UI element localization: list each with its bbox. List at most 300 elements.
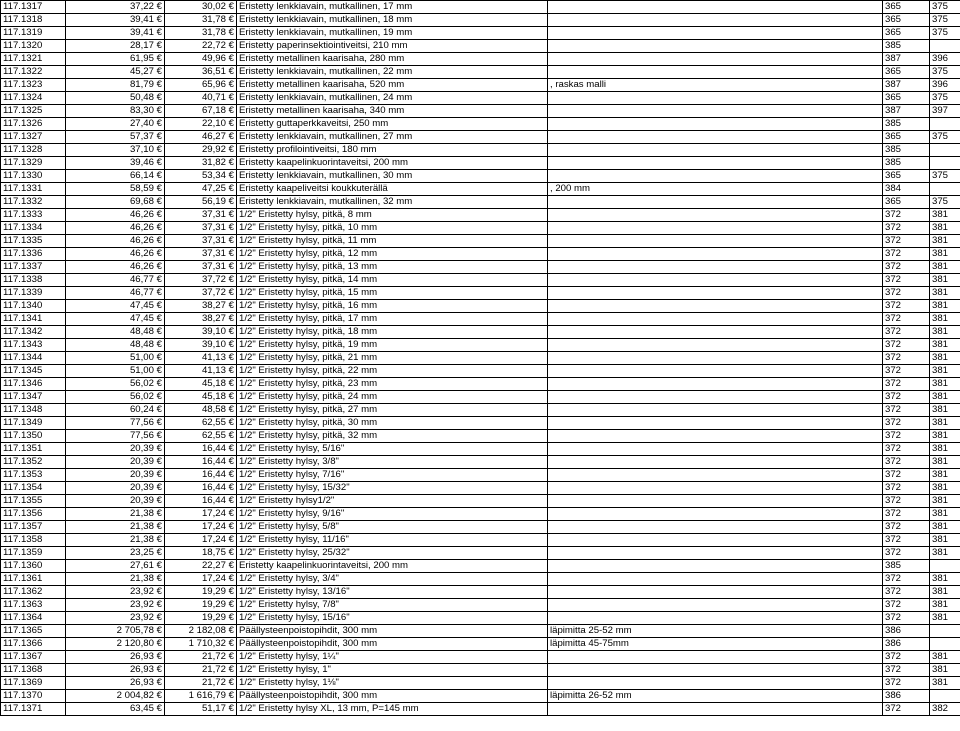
net-price-cell	[165, 521, 237, 534]
description-extra-cell	[548, 573, 883, 586]
subgroup-code-cell: 381	[930, 300, 960, 313]
description-cell: 1/2" Eristetty hylsy, pitkä, 14 mm	[237, 274, 548, 287]
table-row	[1, 365, 960, 378]
net-price-value: 39,10	[201, 339, 226, 350]
description-cell: 1/2" Eristetty hylsy, 3/4"	[237, 573, 548, 586]
subgroup-code-cell: 375	[930, 66, 960, 79]
product-code-cell: 117.1340	[1, 300, 66, 313]
net-price-value: 37,72	[201, 287, 226, 298]
currency-symbol: €	[228, 79, 234, 90]
currency-symbol: €	[156, 417, 162, 428]
description-extra-cell	[548, 313, 883, 326]
net-price-cell	[165, 417, 237, 430]
table-row	[1, 404, 960, 417]
product-code-cell: 117.1347	[1, 391, 66, 404]
subgroup-code-cell	[930, 625, 960, 638]
table-row	[1, 14, 960, 27]
net-price-value: 1 710,32	[188, 638, 226, 649]
currency-symbol: €	[228, 560, 234, 571]
list-price-cell	[66, 326, 165, 339]
description-extra-cell	[548, 586, 883, 599]
description-extra-cell	[548, 235, 883, 248]
description-extra-cell	[548, 131, 883, 144]
currency-symbol: €	[228, 248, 234, 259]
table-row	[1, 508, 960, 521]
description-cell: Eristetty metallinen kaarisaha, 340 mm	[237, 105, 548, 118]
currency-symbol: €	[156, 495, 162, 506]
currency-symbol: €	[228, 599, 234, 610]
list-price-cell	[66, 183, 165, 196]
description-cell: 1/2" Eristetty hylsy, 1⅛"	[237, 677, 548, 690]
product-code-cell: 117.1360	[1, 560, 66, 573]
list-price-cell	[66, 365, 165, 378]
currency-symbol: €	[228, 40, 234, 51]
subgroup-code-cell: 375	[930, 131, 960, 144]
subgroup-code-cell: 381	[930, 326, 960, 339]
currency-symbol: €	[156, 573, 162, 584]
net-price-value: 21,72	[201, 651, 226, 662]
currency-symbol: €	[228, 456, 234, 467]
description-cell: 1/2" Eristetty hylsy, 7/16"	[237, 469, 548, 482]
description-cell: 1/2" Eristetty hylsy, pitkä, 10 mm	[237, 222, 548, 235]
description-cell: 1/2" Eristetty hylsy, pitkä, 16 mm	[237, 300, 548, 313]
description-cell: 1/2" Eristetty hylsy, 1¼"	[237, 651, 548, 664]
group-code-cell: 372	[883, 248, 930, 261]
list-price-value: 51,00	[129, 365, 154, 376]
list-price-cell	[66, 144, 165, 157]
table-row	[1, 560, 960, 573]
description-extra-cell	[548, 40, 883, 53]
list-price-cell	[66, 248, 165, 261]
description-cell: Eristetty kaapeliveitsi koukkuterällä	[237, 183, 548, 196]
currency-symbol: €	[228, 157, 234, 168]
list-price-value: 20,39	[129, 443, 154, 454]
currency-symbol: €	[228, 92, 234, 103]
table-row	[1, 703, 960, 716]
list-price-cell	[66, 508, 165, 521]
list-price-cell	[66, 573, 165, 586]
list-price-value: 63,45	[129, 703, 154, 714]
product-code-cell: 117.1329	[1, 157, 66, 170]
product-code-cell: 117.1369	[1, 677, 66, 690]
currency-symbol: €	[156, 703, 162, 714]
net-price-cell	[165, 222, 237, 235]
list-price-value: 21,38	[129, 573, 154, 584]
product-code-cell: 117.1367	[1, 651, 66, 664]
net-price-value: 17,24	[201, 521, 226, 532]
list-price-value: 2 004,82	[116, 690, 154, 701]
product-code-cell: 117.1355	[1, 495, 66, 508]
description-cell: 1/2" Eristetty hylsy, 5/8"	[237, 521, 548, 534]
product-code-cell: 117.1332	[1, 196, 66, 209]
list-price-cell	[66, 378, 165, 391]
description-cell: Päällysteenpoistopihdit, 300 mm	[237, 690, 548, 703]
group-code-cell: 372	[883, 378, 930, 391]
description-cell: Eristetty kaapelinkuorintaveitsi, 200 mm	[237, 560, 548, 573]
currency-symbol: €	[156, 287, 162, 298]
list-price-value: 47,45	[129, 313, 154, 324]
list-price-cell	[66, 40, 165, 53]
table-row	[1, 690, 960, 703]
currency-symbol: €	[156, 248, 162, 259]
group-code-cell: 385	[883, 144, 930, 157]
description-extra-cell	[548, 66, 883, 79]
group-code-cell: 372	[883, 664, 930, 677]
list-price-value: 48,48	[129, 326, 154, 337]
net-price-value: 67,18	[201, 105, 226, 116]
currency-symbol: €	[156, 612, 162, 623]
description-extra-cell: läpimitta 26-52 mm	[548, 690, 883, 703]
net-price-value: 65,96	[201, 79, 226, 90]
table-row	[1, 521, 960, 534]
net-price-cell	[165, 482, 237, 495]
table-row	[1, 664, 960, 677]
group-code-cell: 372	[883, 443, 930, 456]
currency-symbol: €	[228, 482, 234, 493]
currency-symbol: €	[156, 365, 162, 376]
description-extra-cell	[548, 521, 883, 534]
product-code-cell: 117.1356	[1, 508, 66, 521]
net-price-cell	[165, 326, 237, 339]
list-price-cell	[66, 157, 165, 170]
subgroup-code-cell	[930, 40, 960, 53]
group-code-cell: 372	[883, 365, 930, 378]
currency-symbol: €	[228, 508, 234, 519]
description-extra-cell	[548, 92, 883, 105]
product-code-cell: 117.1364	[1, 612, 66, 625]
table-row	[1, 222, 960, 235]
product-code-cell: 117.1370	[1, 690, 66, 703]
product-code-cell: 117.1361	[1, 573, 66, 586]
group-code-cell: 372	[883, 209, 930, 222]
table-row	[1, 144, 960, 157]
list-price-value: 81,79	[129, 79, 154, 90]
subgroup-code-cell: 381	[930, 365, 960, 378]
description-cell: 1/2" Eristetty hylsy, pitkä, 18 mm	[237, 326, 548, 339]
currency-symbol: €	[156, 443, 162, 454]
subgroup-code-cell: 382	[930, 703, 960, 716]
description-cell: Eristetty lenkkiavain, mutkallinen, 22 mm	[237, 66, 548, 79]
subgroup-code-cell: 381	[930, 521, 960, 534]
description-cell: 1/2" Eristetty hylsy, 7/8"	[237, 599, 548, 612]
table-row	[1, 118, 960, 131]
description-cell: 1/2" Eristetty hylsy, pitkä, 17 mm	[237, 313, 548, 326]
net-price-cell	[165, 53, 237, 66]
description-cell: 1/2" Eristetty hylsy, pitkä, 12 mm	[237, 248, 548, 261]
description-cell: Eristetty lenkkiavain, mutkallinen, 19 mm	[237, 27, 548, 40]
subgroup-code-cell: 381	[930, 573, 960, 586]
list-price-cell	[66, 339, 165, 352]
net-price-cell	[165, 183, 237, 196]
description-cell: 1/2" Eristetty hylsy, 5/16"	[237, 443, 548, 456]
description-extra-cell	[548, 53, 883, 66]
description-extra-cell: , 200 mm	[548, 183, 883, 196]
net-price-cell	[165, 586, 237, 599]
table-row	[1, 651, 960, 664]
subgroup-code-cell: 381	[930, 313, 960, 326]
net-price-cell	[165, 235, 237, 248]
description-cell: Eristetty lenkkiavain, mutkallinen, 32 mm	[237, 196, 548, 209]
subgroup-code-cell: 381	[930, 469, 960, 482]
currency-symbol: €	[156, 378, 162, 389]
currency-symbol: €	[156, 352, 162, 363]
description-extra-cell	[548, 404, 883, 417]
subgroup-code-cell: 381	[930, 547, 960, 560]
currency-symbol: €	[228, 53, 234, 64]
net-price-value: 29,92	[201, 144, 226, 155]
list-price-cell	[66, 560, 165, 573]
list-price-value: 26,93	[129, 664, 154, 675]
group-code-cell: 372	[883, 287, 930, 300]
description-extra-cell: , raskas malli	[548, 79, 883, 92]
description-extra-cell	[548, 560, 883, 573]
list-price-cell	[66, 703, 165, 716]
list-price-cell	[66, 105, 165, 118]
net-price-cell	[165, 105, 237, 118]
currency-symbol: €	[156, 261, 162, 272]
description-extra-cell	[548, 378, 883, 391]
currency-symbol: €	[156, 144, 162, 155]
product-code-cell: 117.1333	[1, 209, 66, 222]
list-price-cell	[66, 287, 165, 300]
description-cell: Päällysteenpoistopihdit, 300 mm	[237, 638, 548, 651]
group-code-cell: 372	[883, 599, 930, 612]
description-cell: Eristetty lenkkiavain, mutkallinen, 18 mm	[237, 14, 548, 27]
currency-symbol: €	[228, 651, 234, 662]
net-price-value: 53,34	[201, 170, 226, 181]
table-row	[1, 40, 960, 53]
net-price-cell	[165, 196, 237, 209]
table-row	[1, 157, 960, 170]
product-code-cell: 117.1359	[1, 547, 66, 560]
description-extra-cell	[548, 118, 883, 131]
subgroup-code-cell: 381	[930, 339, 960, 352]
description-cell: Eristetty kaapelinkuorintaveitsi, 200 mm	[237, 157, 548, 170]
product-code-cell: 117.1348	[1, 404, 66, 417]
product-code-cell: 117.1345	[1, 365, 66, 378]
net-price-value: 31,82	[201, 157, 226, 168]
net-price-value: 22,72	[201, 40, 226, 51]
subgroup-code-cell: 381	[930, 261, 960, 274]
net-price-value: 48,58	[201, 404, 226, 415]
subgroup-code-cell: 375	[930, 170, 960, 183]
net-price-value: 40,71	[201, 92, 226, 103]
list-price-value: 56,02	[129, 378, 154, 389]
list-price-value: 46,26	[129, 248, 154, 259]
product-code-cell: 117.1322	[1, 66, 66, 79]
subgroup-code-cell	[930, 560, 960, 573]
table-row	[1, 183, 960, 196]
description-cell: 1/2" Eristetty hylsy, pitkä, 27 mm	[237, 404, 548, 417]
table-row	[1, 547, 960, 560]
list-price-value: 37,22	[129, 1, 154, 12]
description-cell: Eristetty metallinen kaarisaha, 520 mm	[237, 79, 548, 92]
currency-symbol: €	[228, 612, 234, 623]
net-price-value: 2 182,08	[188, 625, 226, 636]
currency-symbol: €	[228, 183, 234, 194]
net-price-cell	[165, 339, 237, 352]
group-code-cell: 372	[883, 703, 930, 716]
description-extra-cell	[548, 495, 883, 508]
list-price-cell	[66, 222, 165, 235]
subgroup-code-cell: 381	[930, 417, 960, 430]
currency-symbol: €	[228, 261, 234, 272]
net-price-value: 62,55	[201, 417, 226, 428]
currency-symbol: €	[156, 482, 162, 493]
list-price-cell	[66, 391, 165, 404]
net-price-cell	[165, 560, 237, 573]
description-extra-cell	[548, 703, 883, 716]
currency-symbol: €	[156, 560, 162, 571]
description-extra-cell: läpimitta 45-75mm	[548, 638, 883, 651]
product-code-cell: 117.1342	[1, 326, 66, 339]
list-price-value: 20,39	[129, 482, 154, 493]
net-price-value: 22,10	[201, 118, 226, 129]
description-extra-cell	[548, 196, 883, 209]
description-extra-cell	[548, 27, 883, 40]
description-extra-cell	[548, 612, 883, 625]
table-row	[1, 495, 960, 508]
subgroup-code-cell: 375	[930, 92, 960, 105]
net-price-value: 21,72	[201, 677, 226, 688]
net-price-cell	[165, 469, 237, 482]
table-row	[1, 482, 960, 495]
net-price-value: 41,13	[201, 352, 226, 363]
list-price-cell	[66, 1, 165, 14]
net-price-cell	[165, 664, 237, 677]
net-price-cell	[165, 92, 237, 105]
group-code-cell: 386	[883, 690, 930, 703]
net-price-cell	[165, 456, 237, 469]
group-code-cell: 385	[883, 40, 930, 53]
description-cell: 1/2" Eristetty hylsy1/2"	[237, 495, 548, 508]
subgroup-code-cell	[930, 690, 960, 703]
description-cell: Eristetty lenkkiavain, mutkallinen, 30 mm	[237, 170, 548, 183]
currency-symbol: €	[156, 534, 162, 545]
list-price-value: 46,77	[129, 274, 154, 285]
net-price-cell	[165, 352, 237, 365]
currency-symbol: €	[228, 287, 234, 298]
net-price-cell	[165, 651, 237, 664]
list-price-cell	[66, 274, 165, 287]
list-price-cell	[66, 469, 165, 482]
net-price-value: 56,19	[201, 196, 226, 207]
list-price-cell	[66, 79, 165, 92]
subgroup-code-cell: 375	[930, 1, 960, 14]
table-row	[1, 170, 960, 183]
currency-symbol: €	[156, 235, 162, 246]
net-price-cell	[165, 14, 237, 27]
list-price-value: 21,38	[129, 521, 154, 532]
list-price-value: 66,14	[129, 170, 154, 181]
group-code-cell: 365	[883, 66, 930, 79]
description-cell: Päällysteenpoistopihdit, 300 mm	[237, 625, 548, 638]
table-row	[1, 248, 960, 261]
currency-symbol: €	[228, 27, 234, 38]
currency-symbol: €	[228, 105, 234, 116]
currency-symbol: €	[228, 586, 234, 597]
description-extra-cell	[548, 144, 883, 157]
currency-symbol: €	[156, 183, 162, 194]
subgroup-code-cell: 381	[930, 599, 960, 612]
currency-symbol: €	[156, 313, 162, 324]
product-code-cell: 117.1366	[1, 638, 66, 651]
currency-symbol: €	[156, 638, 162, 649]
currency-symbol: €	[156, 391, 162, 402]
list-price-value: 77,56	[129, 430, 154, 441]
subgroup-code-cell: 396	[930, 79, 960, 92]
description-extra-cell	[548, 339, 883, 352]
net-price-value: 17,24	[201, 534, 226, 545]
net-price-cell	[165, 534, 237, 547]
description-extra-cell	[548, 287, 883, 300]
currency-symbol: €	[228, 625, 234, 636]
list-price-value: 57,37	[129, 131, 154, 142]
description-cell: Eristetty profilointiveitsi, 180 mm	[237, 144, 548, 157]
subgroup-code-cell: 375	[930, 14, 960, 27]
currency-symbol: €	[156, 274, 162, 285]
currency-symbol: €	[228, 430, 234, 441]
net-price-cell	[165, 144, 237, 157]
list-price-cell	[66, 235, 165, 248]
group-code-cell: 372	[883, 391, 930, 404]
description-extra-cell	[548, 391, 883, 404]
description-cell: 1/2" Eristetty hylsy, pitkä, 24 mm	[237, 391, 548, 404]
net-price-value: 38,27	[201, 313, 226, 324]
table-row	[1, 625, 960, 638]
description-cell: 1/2" Eristetty hylsy, pitkä, 22 mm	[237, 365, 548, 378]
currency-symbol: €	[228, 144, 234, 155]
net-price-cell	[165, 430, 237, 443]
net-price-cell	[165, 248, 237, 261]
product-code-cell: 117.1344	[1, 352, 66, 365]
table-row	[1, 261, 960, 274]
currency-symbol: €	[228, 664, 234, 675]
product-code-cell: 117.1324	[1, 92, 66, 105]
table-row	[1, 417, 960, 430]
subgroup-code-cell: 381	[930, 534, 960, 547]
group-code-cell: 372	[883, 274, 930, 287]
currency-symbol: €	[156, 105, 162, 116]
currency-symbol: €	[228, 339, 234, 350]
description-cell: 1/2" Eristetty hylsy, pitkä, 23 mm	[237, 378, 548, 391]
list-price-cell	[66, 430, 165, 443]
group-code-cell: 372	[883, 313, 930, 326]
list-price-value: 20,39	[129, 469, 154, 480]
list-price-cell	[66, 92, 165, 105]
list-price-value: 61,95	[129, 53, 154, 64]
description-cell: 1/2" Eristetty hylsy, 25/32"	[237, 547, 548, 560]
currency-symbol: €	[228, 521, 234, 532]
net-price-value: 49,96	[201, 53, 226, 64]
net-price-value: 37,31	[201, 248, 226, 259]
group-code-cell: 372	[883, 300, 930, 313]
description-extra-cell	[548, 469, 883, 482]
list-price-cell	[66, 443, 165, 456]
net-price-cell	[165, 612, 237, 625]
list-price-value: 50,48	[129, 92, 154, 103]
list-price-value: 39,46	[129, 157, 154, 168]
list-price-value: 46,26	[129, 209, 154, 220]
currency-symbol: €	[228, 391, 234, 402]
currency-symbol: €	[156, 66, 162, 77]
list-price-value: 46,77	[129, 287, 154, 298]
currency-symbol: €	[228, 131, 234, 142]
net-price-cell	[165, 209, 237, 222]
subgroup-code-cell: 381	[930, 352, 960, 365]
currency-symbol: €	[228, 547, 234, 558]
net-price-value: 18,75	[201, 547, 226, 558]
